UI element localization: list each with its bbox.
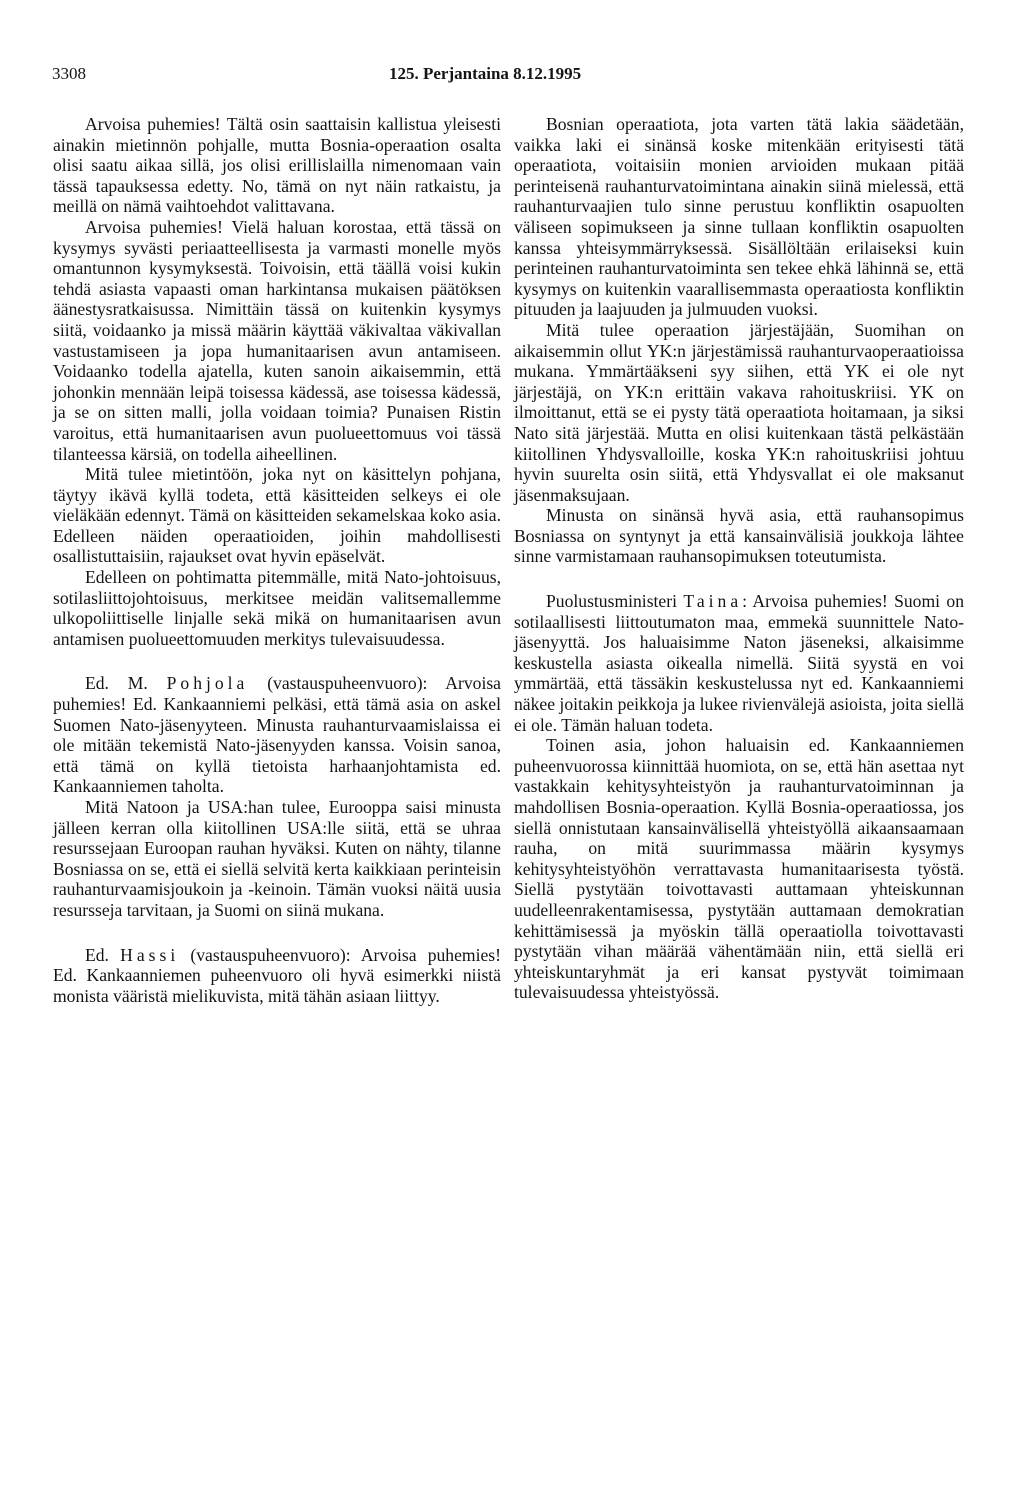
speech-text: (vastauspuheenvuoro): Arvoisa puhemies! Ed. Kankaanniemen puheenvuoro oli hyvä esimerkki niistä monista vääristä mielikuvista, mitä tähän asiaan liittyy.: [53, 944, 501, 1006]
paragraph: Arvoisa puhemies! Tältä osin saattaisin kallistua yleisesti ainakin mietinnön pohjalle, mutta Bosnia-operaation osalta olisi saatu aikaa sillä, jos olisi erillislailla nimenomaan vain tässä tapauksessa edetty. No, tämä on nyt näin ratkaistu, ja meillä on nämä vaihtoehdot valittavana.: [53, 114, 501, 217]
speech-pohjola: [53, 673, 501, 797]
session-date: 125. Perjantaina 8.12.1995: [389, 64, 582, 83]
page-header: [52, 64, 972, 88]
paragraph: Mitä tulee mietintöön, joka nyt on käsittelyn pohjana, täytyy ikävä kyllä todeta, että käsitteiden selkeys ei ole vieläkään edennyt. Tämä on käsitteiden sekamelskaa koko asia. Edelleen näiden operaatioiden, joihin mahdollisesti osallistuttaisiin, rajaukset ovat hyvin epäselvät.: [53, 464, 501, 567]
page-number: 3308: [52, 64, 86, 83]
paragraph: Edelleen on pohtimatta pitemmälle, mitä Nato-johtoisuus, sotilasliittojohtoisuus, merkitsee meidän valitsemallemme ulkopoliittiselle linjalle sekä mikä on humanitaarisen avun antamisen puolueettomuuden merkitys tulevaisuudessa.: [53, 567, 501, 649]
paragraph: Minusta on sinänsä hyvä asia, että rauhansopimus Bosniassa on syntynyt ja että kansainvälisiä joukkoja lähtee sinne varmistamaan rauhansopimuksen toteutumista.: [514, 505, 964, 567]
right-column: [514, 114, 964, 1003]
speaker-prefix: Puolustusministeri: [546, 591, 677, 612]
speaker-name: Taina: [683, 591, 743, 612]
paragraph: Arvoisa puhemies! Vielä haluan korostaa, että tässä on kysymys syvästi periaatteellisesta ja varmasti monelle myös omantunnon kysymyksestä. Toivoisin, että täällä voisi kukin tehdä asiasta vapaasti oman harkintansa mukaisen päätöksen äänestysratkaisussa. Nimittäin tässä on kuitenkin kysymys siitä, voidaanko ja missä määrin käyttää väkivaltaa väkivallan vastustamiseen ja jopa humanitaarisen avun antamiseen. Voidaanko todella ajatella, kuten sanoin aikaisemmin, että johonkin mennään leipä toisessa kädessä, ase toisessa kädessä, ja se on sitten malli, jolla voidaan toimia? Punaisen Ristin varoitus, että humanitaarisen avun puolueettomuus voi tässä tilanteessa kärsiä, on todella aiheellinen.: [53, 216, 501, 464]
paragraph: Mitä Natoon ja USA:han tulee, Eurooppa saisi minusta jälleen kerran olla kiitollinen USA:lle siitä, että se uhraa resurssejaan Euroopan rauhan hyväksi. Kuten on nähty, tilanne Bosniassa on se, että ei siellä selvitä kerta kaikkiaan perinteisin rauhanturvaamisjoukoin ja -keinoin. Tämän vuoksi näitä uusia resursseja tarvitaan, ja Suomi on siinä mukana.: [53, 797, 501, 920]
speech-text: : Arvoisa puhemies! Suomi on sotilaallisesti liittoutumaton maa, emmekä suunnittele Nato-jäsenyyttä. Jos haluaisimme Naton jäseneksi, alkaisimme keskustella asiasta oikealla nimellä. Siitä syystä en voi ymmärtää, että tässäkin keskustelussa nyt ed. Kankaanniemi näkee joitakin peikkoja ja lukee rivienvälejä asioista, joita siellä ei ole. Tämän haluan todeta.: [514, 591, 964, 735]
speech-hassi: [53, 945, 501, 1007]
speaker-name: Hassi: [120, 944, 180, 965]
speech-taina: [514, 591, 964, 735]
speaker-prefix: Ed.: [85, 944, 109, 965]
speaker-name: Pohjola: [166, 673, 249, 694]
paragraph: Toinen asia, johon haluaisin ed. Kankaanniemen puheenvuorossa kiinnittää huomiota, on se, että hän asettaa nyt vastakkain kehitysyhteistyön ja rauhanturvatoiminnan ja mahdollisen Bosnia-operaation. Kyllä Bosnia-operaatiossa, jos siellä onnistutaan kansainvälisellä yhteistyöllä aikaansaamaan rauha, on mitä suurimmassa määrin kysymys kehitysyhteistyöhön verrattavasta humanitaarisesta työstä. Siellä pystytään toivottavasti auttamaan yhteiskunnan uudelleenrakentamisessa, pystytään auttamaan demokratian kehittämisessä ja myöskin tällä operaatiolla toivottavasti pystytään vihan määrää vähentämään niin, että siellä eri yhteiskuntaryhmät ja eri kansat pystyvät toimimaan tulevaisuudessa yhteistyössä.: [514, 735, 964, 1003]
left-column: [53, 114, 501, 1006]
paragraph: Mitä tulee operaation järjestäjään, Suomihan on aikaisemmin ollut YK:n järjestämissä rauhanturvaoperaatioissa mukana. Ymmärtääkseni syy siihen, että YK ei ole nyt järjestäjä, on YK:n erittäin vakava rahoituskriisi. YK on ilmoittanut, että se ei pysty tätä operaatiota hoitamaan, ja siksi Nato sitä järjestää. Mutta en olisi kuitenkaan tästä pelkästään kiitollinen Yhdysvalloille, koska YK:n rahoituskriisi johtuu hyvin suurelta osin siitä, että Yhdysvallat ei ole maksanut jäsenmaksujaan.: [514, 319, 964, 505]
speech-text: (vastauspuheenvuoro): Arvoisa puhemies! Ed. Kankaanniemi pelkäsi, että tämä asia on askel Suomen Nato-jäsenyyteen. Minusta rauhanturvaamislaissa ei ole mitään tekemistä Nato-jäsenyyden kanssa. Voisin sanoa, että tämä on kyllä tietoista harhaanjohtamista ed. Kankaanniemen taholta.: [53, 673, 501, 797]
paragraph: Bosnian operaatiota, jota varten tätä lakia säädetään, vaikka laki ei sinänsä koske mitenkään erityisesti tätä operaatiota, voitaisiin monien arvioiden mukaan pitää perinteisenä rauhanturvatoimintana ainakin siinä mielessä, että rauhanturvaajien tulo sinne perustuu konfliktin osapuolten väliseen sopimukseen ja sinne tullaan konfliktin osapuolten kanssa yhteisymmärryksessä. Sisällöltään erilaiseksi kuin perinteinen rauhanturvatoiminta sen tekee ehkä lähinnä se, että kysymys on kuitenkin vaarallisemmasta operaatiosta konfliktin pituuden ja laajuuden ja julmuuden vuoksi.: [514, 114, 964, 320]
speaker-prefix: Ed. M.: [85, 673, 148, 694]
